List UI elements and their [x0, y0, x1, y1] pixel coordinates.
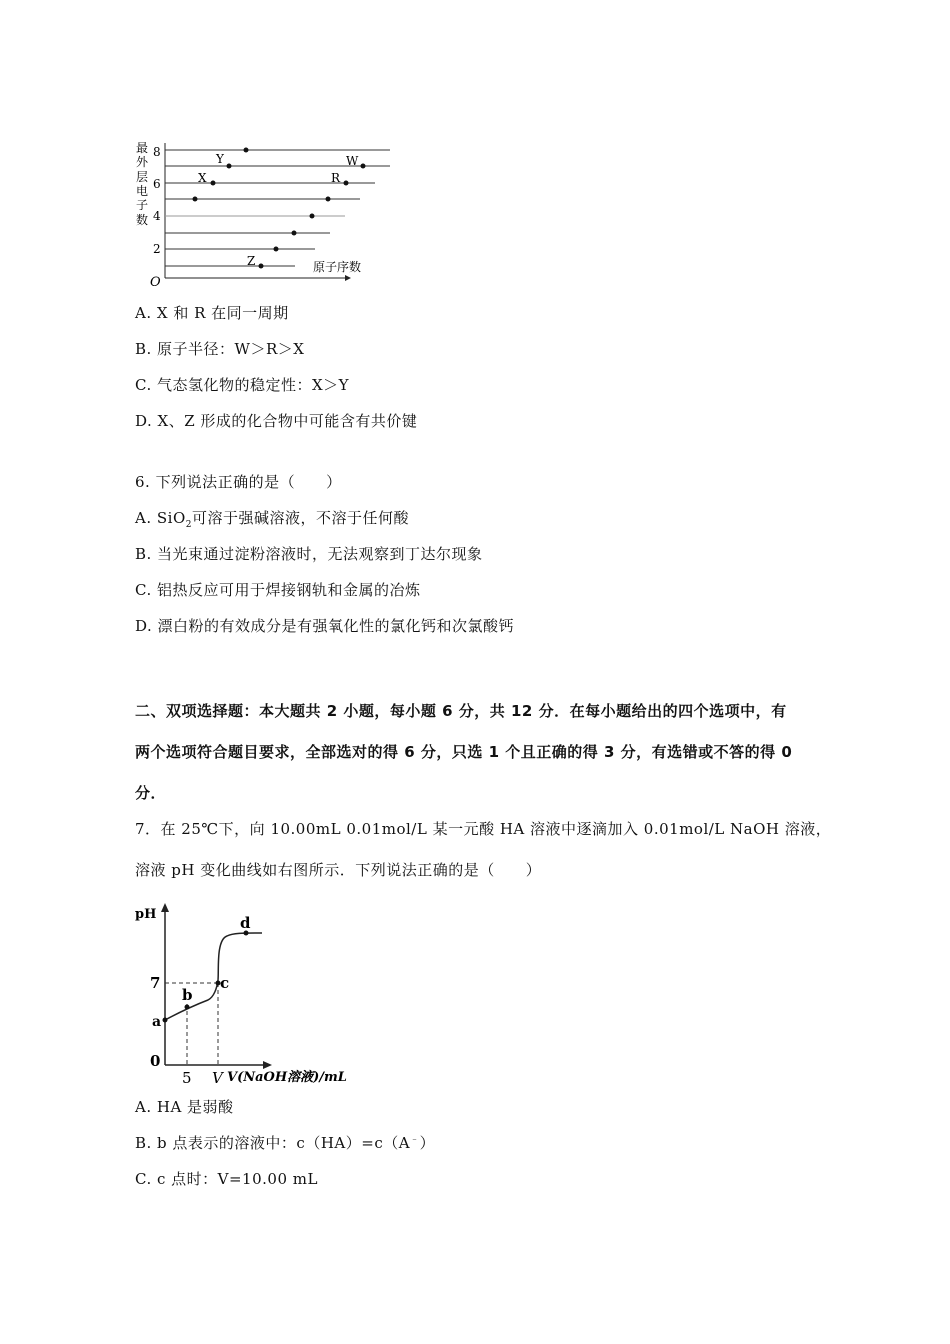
- fig1-label-Y: Y: [216, 152, 224, 166]
- fig2-tick-0: 0: [150, 1052, 161, 1070]
- fig2-label-a: a: [152, 1014, 162, 1030]
- q5-option-c: C. 气态氢化物的稳定性：X＞Y: [135, 376, 350, 394]
- fig1-label-Z: Z: [247, 254, 256, 268]
- fig1-ylabel-3: 层: [136, 170, 149, 184]
- fig2-xlabel: V(NaOH溶液)/mL: [227, 1070, 347, 1085]
- fig2-tick-5: 5: [182, 1069, 192, 1085]
- fig1-ytick-2: 2: [153, 242, 161, 256]
- fig2-tick-7: 7: [150, 974, 161, 992]
- fig2-x-arrow: [263, 1061, 272, 1069]
- fig2-point-a: [163, 1018, 168, 1023]
- fig1-ylabel-6: 数: [136, 213, 149, 227]
- q6-option-a-sub: 2: [185, 520, 192, 530]
- q6-option-a-pre: A. SiO: [135, 509, 186, 527]
- titration-figure: [130, 900, 370, 1085]
- q6-option-a: [135, 507, 409, 530]
- fig1-label-R: R: [331, 171, 341, 185]
- fig2-curve: [165, 933, 262, 1020]
- fig2-tick-v: V: [212, 1069, 223, 1085]
- fig1-point: [310, 214, 315, 219]
- fig1-ytick-8: 8: [153, 145, 161, 159]
- electron-figure: [130, 138, 400, 288]
- q6-option-a-post: 可溶于强碱溶液，不溶于任何酸: [191, 509, 409, 527]
- fig1-point-Y: [227, 164, 232, 169]
- section2-line3: 分．: [135, 784, 167, 802]
- q6-option-c: C. 铝热反应可用于焊接钢轨和金属的冶炼: [135, 581, 421, 599]
- fig1-point: [326, 197, 331, 202]
- q5-option-b: B. 原子半径：W＞R＞X: [135, 340, 305, 358]
- fig1-origin: O: [150, 275, 161, 288]
- fig2-ylabel: pH: [135, 907, 157, 922]
- section2-line1: 二、双项选择题：本大题共 2 小题，每小题 6 分，共 12 分．在每小题给出的四个选项中，有: [135, 702, 787, 720]
- fig1-point: [244, 148, 249, 153]
- fig1-point-Z: [259, 264, 264, 269]
- fig1-point-X: [211, 181, 216, 186]
- q6-stem: 6. 下列说法正确的是（ ）: [135, 473, 342, 491]
- q7-stem-2: 溶液 pH 变化曲线如右图所示．下列说法正确的是（ ）: [135, 861, 542, 879]
- fig1-xlabel: 原子序数: [313, 260, 362, 274]
- q7-stem-1: 7．在 25℃下，向 10.00mL 0.01mol/L 某一元酸 HA 溶液中逐滴加入 0.01mol/L NaOH 溶液，: [135, 820, 832, 838]
- fig1-label-W: W: [346, 154, 359, 168]
- q7-option-a: A. HA 是弱酸: [135, 1098, 234, 1116]
- q7-option-b-sup: ﹣: [410, 1135, 420, 1145]
- q7-option-b: [135, 1132, 435, 1153]
- q7-option-b-post: ）: [419, 1134, 436, 1152]
- fig1-point: [292, 231, 297, 236]
- q6-option-b: B. 当光束通过淀粉溶液时，无法观察到丁达尔现象: [135, 545, 483, 563]
- fig1-point-R: [344, 181, 349, 186]
- q5-option-a: A. X 和 R 在同一周期: [135, 304, 289, 322]
- fig2-label-b: b: [182, 986, 193, 1004]
- q7-option-c: C. c 点时：V=10.00 mL: [135, 1170, 318, 1188]
- q6-option-d: D. 漂白粉的有效成分是有强氧化性的氯化钙和次氯酸钙: [135, 617, 515, 635]
- fig2-label-d: d: [240, 914, 251, 932]
- fig2-point-b: [185, 1005, 190, 1010]
- section2-line2: 两个选项符合题目要求，全部选对的得 6 分，只选 1 个且正确的得 3 分，有选错或不答的得 0: [135, 743, 793, 761]
- fig1-x-arrow: [345, 275, 351, 281]
- fig1-point-W: [361, 164, 366, 169]
- fig1-ylabel-5: 子: [136, 198, 149, 212]
- q7-option-b-pre: B. b 点表示的溶液中：c（HA）=c（A: [135, 1134, 411, 1152]
- fig2-label-c: c: [220, 974, 230, 992]
- fig1-ylabel-4: 电: [136, 184, 149, 198]
- fig1-ytick-4: 4: [153, 209, 161, 223]
- fig1-ytick-6: 6: [153, 177, 161, 191]
- q5-option-d: D. X、Z 形成的化合物中可能含有共价键: [135, 412, 418, 430]
- fig1-point: [193, 197, 198, 202]
- fig1-label-X: X: [198, 171, 207, 185]
- fig1-ylabel-2: 外: [136, 155, 149, 169]
- fig1-ylabel-1: 最: [136, 141, 149, 155]
- fig2-y-arrow: [161, 903, 169, 912]
- fig1-point: [274, 247, 279, 252]
